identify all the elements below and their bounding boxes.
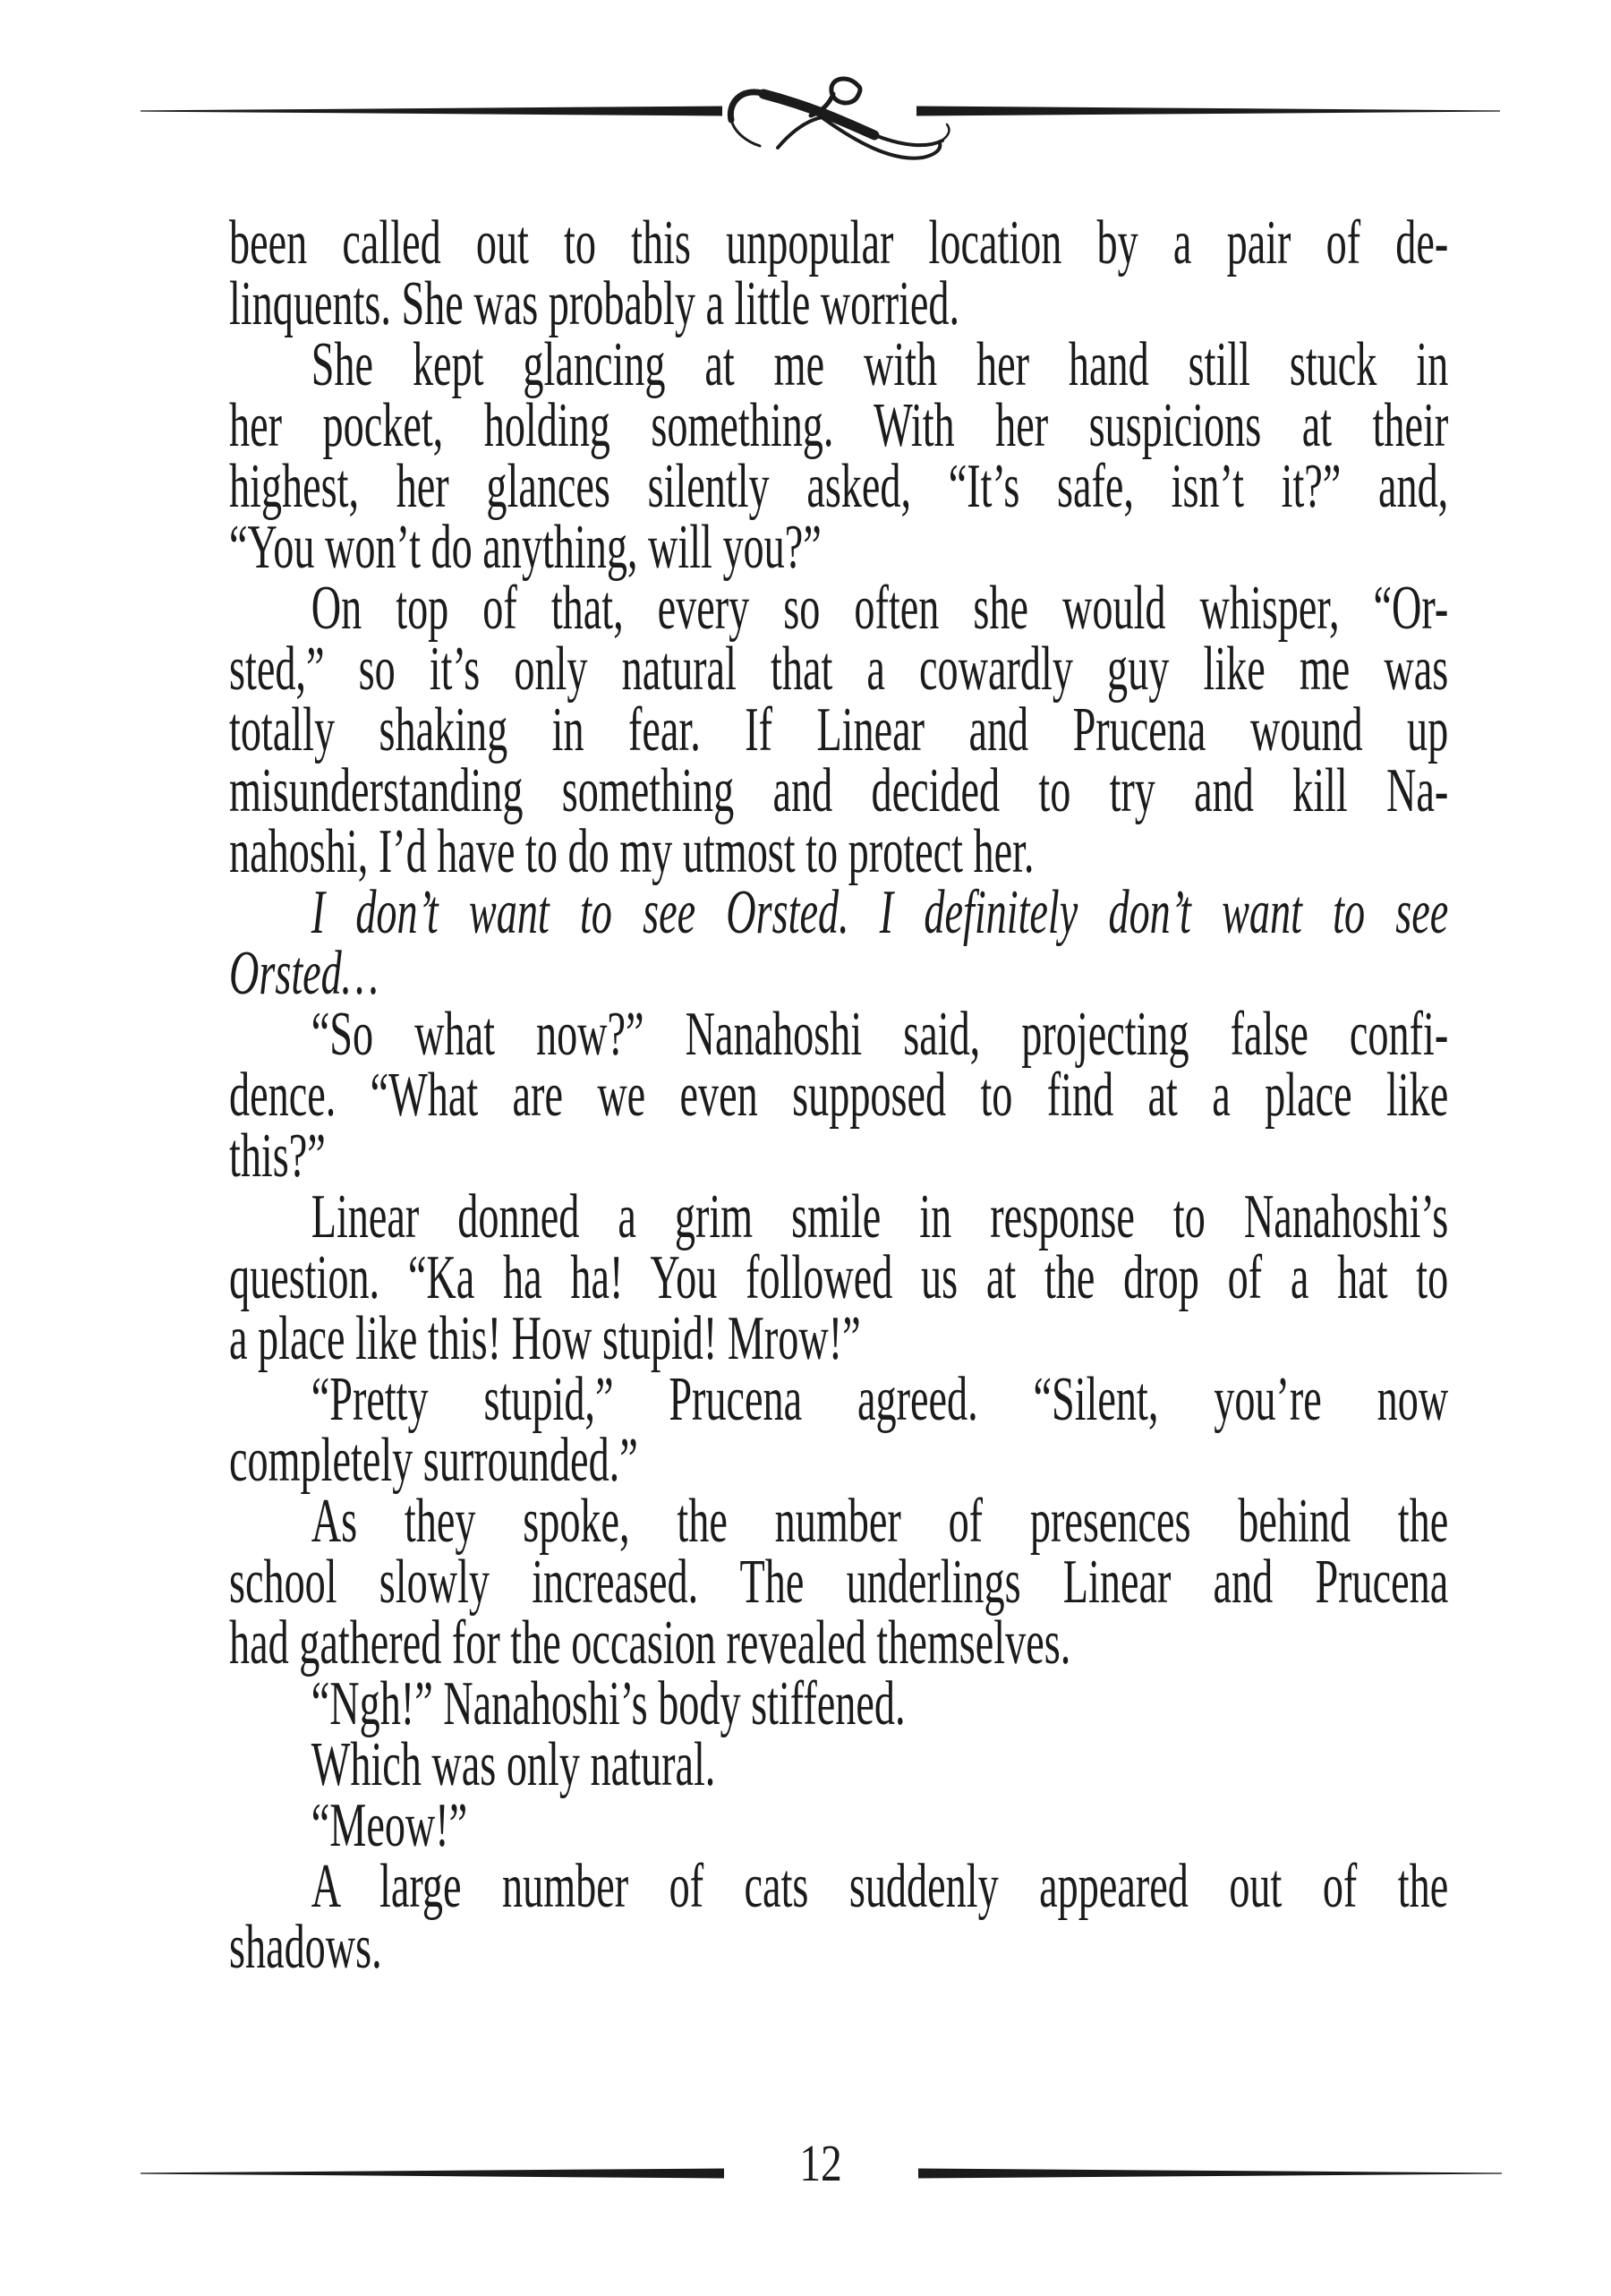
text-line: this?”: [229, 1122, 326, 1191]
text-line: “So what now?” Nanahoshi said, projecting false confi-: [311, 1000, 1449, 1069]
text-line: dence. “What are we even supposed to find at a place like: [229, 1061, 1449, 1130]
text-line: “Meow!”: [311, 1791, 468, 1860]
text-line: “Ngh!” Nanahoshi’s body stiffened.: [311, 1669, 906, 1738]
footer-left-rule-icon: [141, 2168, 724, 2179]
text-line: “You won’t do anything, will you?”: [229, 513, 822, 582]
text-line: had gathered for the occasion revealed themselves.: [229, 1609, 1071, 1677]
text-line: As they spoke, the number of presences behind the: [311, 1487, 1449, 1556]
page-number: 12: [799, 2134, 842, 2192]
text-line: On top of that, every so often she would whisper, “Or-: [311, 574, 1449, 643]
text-line: totally shaking in fear. If Linear and Prucena wound up: [229, 696, 1449, 764]
text-line: sted,” so it’s only natural that a cowardly guy like me was: [229, 635, 1449, 704]
text-line: question. “Ka ha ha! You followed us at the drop of a hat to: [229, 1243, 1449, 1312]
text-line: linquents. She was probably a little worried.: [229, 269, 960, 338]
text-line: A large number of cats suddenly appeared out of the: [311, 1852, 1449, 1921]
header-right-rule-icon: [916, 106, 1500, 116]
header-left-rule-icon: [141, 106, 722, 116]
text-line: school slowly increased. The underlings Linear and Prucena: [229, 1548, 1449, 1617]
text-line: “Pretty stupid,” Prucena agreed. “Silent, you’re now: [311, 1365, 1449, 1434]
text-line: been called out to this unpopular location by a pair of de-: [229, 209, 1449, 277]
text-line: Which was only natural.: [311, 1730, 716, 1799]
text-line: I don’t want to see Orsted. I definitely don’t want to see: [311, 878, 1449, 947]
text-line: Linear donned a grim smile in response to Nanahoshi’s: [311, 1182, 1449, 1251]
text-line: completely surrounded.”: [229, 1426, 638, 1495]
text-line: shadows.: [229, 1913, 382, 1982]
text-line: highest, her glances silently asked, “It’s safe, isn’t it?” and,: [229, 452, 1449, 521]
footer-right-rule-icon: [918, 2168, 1502, 2179]
text-block: [229, 209, 1449, 1982]
text-line: Orsted…: [229, 939, 379, 1008]
text-line: She kept glancing at me with her hand still stuck in: [311, 330, 1449, 399]
text-line: her pocket, holding something. With her suspicions at their: [229, 391, 1449, 460]
flourish-icon: [720, 52, 971, 168]
text-line: a place like this! How stupid! Mrow!”: [229, 1304, 861, 1373]
text-line: misunderstanding something and decided to try and kill Na-: [229, 756, 1449, 825]
text-line: nahoshi, I’d have to do my utmost to protect her.: [229, 817, 1035, 886]
